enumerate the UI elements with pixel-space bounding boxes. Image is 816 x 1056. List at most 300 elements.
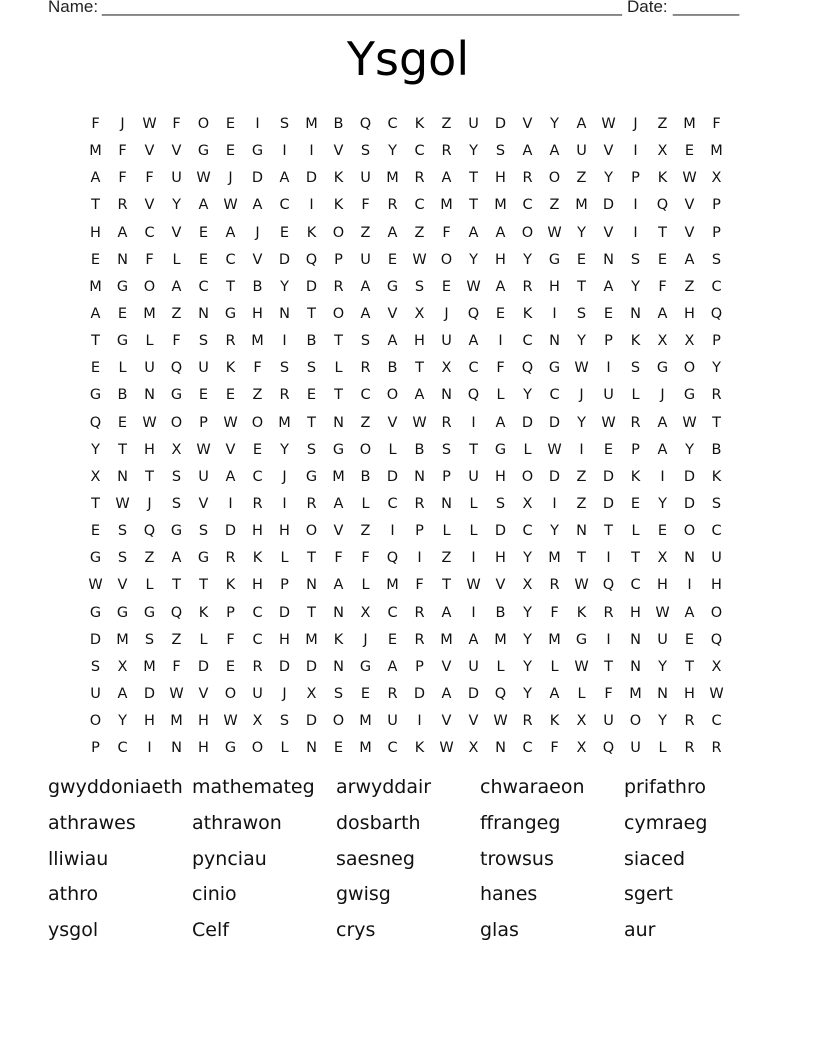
grid-letter: W — [223, 197, 238, 214]
grid-letter: S — [117, 523, 128, 540]
grid-letter: H — [495, 170, 506, 187]
grid-letter: A — [414, 387, 425, 404]
grid-row — [82, 681, 730, 708]
grid-letter: U — [198, 468, 209, 485]
grid-letter: P — [199, 414, 208, 431]
word-bank-item: arwyddair — [336, 776, 432, 798]
grid-letter: E — [198, 224, 209, 241]
grid-letter: H — [495, 468, 506, 485]
grid-letter: D — [386, 468, 399, 485]
grid-letter: D — [224, 523, 237, 540]
grid-letter: L — [469, 523, 478, 540]
grid-letter: U — [468, 116, 479, 132]
grid-letter: G — [548, 251, 561, 268]
grid-letter: P — [604, 333, 613, 350]
grid-letter: M — [494, 197, 507, 214]
grid-letter: C — [252, 604, 263, 621]
grid-letter: E — [252, 441, 263, 458]
date-field[interactable]: _______ — [673, 0, 740, 16]
grid-letter: C — [522, 523, 533, 540]
grid-letter: N — [333, 604, 344, 621]
grid-letter: W — [574, 360, 589, 377]
grid-letter: T — [307, 305, 316, 322]
grid-letter: N — [684, 550, 695, 567]
grid-letter: S — [711, 251, 722, 268]
grid-letter: W — [493, 713, 508, 730]
grid-letter: E — [333, 740, 344, 757]
grid-letter: W — [466, 577, 481, 594]
grid-letter: W — [655, 604, 670, 621]
grid-letter: I — [255, 116, 260, 132]
grid-letter: G — [683, 387, 696, 404]
grid-row — [82, 545, 730, 572]
grid-letter: G — [224, 305, 237, 322]
grid-letter: V — [684, 197, 695, 214]
word-bank-item: dosbarth — [336, 812, 421, 834]
grid-letter: O — [251, 740, 264, 757]
grid-letter: X — [90, 468, 101, 485]
grid-letter: A — [360, 305, 371, 322]
grid-letter: J — [255, 224, 260, 241]
grid-letter: F — [226, 631, 235, 648]
grid-letter: W — [196, 441, 211, 458]
word-bank-item: ffrangeg — [480, 812, 561, 834]
grid-letter: F — [118, 170, 127, 187]
grid-letter: N — [117, 251, 128, 268]
grid-letter: G — [197, 143, 210, 160]
grid-letter: Z — [252, 387, 263, 404]
grid-letter: V — [225, 441, 236, 458]
grid-letter: Z — [549, 197, 560, 214]
grid-letter: T — [442, 577, 451, 594]
grid-letter: P — [631, 441, 640, 458]
grid-letter: D — [305, 658, 318, 675]
grid-letter: X — [522, 577, 533, 594]
grid-letter: Q — [170, 360, 183, 377]
grid-letter: D — [251, 170, 264, 187]
grid-letter: Y — [523, 550, 532, 567]
grid-letter: T — [604, 658, 613, 675]
grid-letter: H — [414, 333, 425, 350]
grid-letter: O — [710, 604, 723, 621]
grid-letter: C — [387, 604, 398, 621]
grid-letter: L — [631, 523, 640, 540]
grid-letter: H — [657, 577, 668, 594]
grid-row — [82, 437, 730, 464]
word-search-grid — [82, 111, 730, 762]
grid-letter: Z — [144, 550, 155, 567]
word-bank-item: cinio — [192, 883, 237, 905]
grid-letter: S — [360, 333, 371, 350]
grid-letter: R — [117, 197, 128, 214]
grid-letter: D — [305, 713, 318, 730]
grid-letter: I — [498, 333, 503, 350]
grid-letter: R — [522, 170, 533, 187]
word-bank-item: saesneg — [336, 848, 415, 870]
grid-letter: Q — [602, 740, 615, 757]
grid-letter: Y — [118, 713, 127, 730]
grid-letter: A — [657, 441, 668, 458]
grid-letter: N — [333, 414, 344, 431]
grid-letter: Y — [280, 278, 289, 295]
grid-row — [82, 301, 730, 328]
grid-letter: V — [603, 143, 614, 160]
grid-letter: H — [630, 604, 641, 621]
grid-letter: I — [633, 224, 638, 241]
grid-letter: R — [387, 685, 398, 702]
grid-letter: C — [387, 116, 398, 132]
grid-letter: K — [414, 116, 425, 132]
grid-letter: N — [306, 740, 317, 757]
grid-letter: T — [685, 658, 694, 675]
grid-row — [82, 247, 730, 274]
grid-letter: R — [333, 278, 344, 295]
grid-letter: Q — [386, 550, 399, 567]
grid-letter: Q — [521, 360, 534, 377]
grid-letter: I — [147, 740, 152, 757]
grid-letter: T — [712, 414, 721, 431]
grid-letter: V — [684, 224, 695, 241]
grid-letter: A — [522, 143, 533, 160]
grid-letter: Y — [469, 251, 478, 268]
grid-letter: H — [252, 577, 263, 594]
grid-letter: I — [606, 550, 611, 567]
grid-letter: H — [684, 685, 695, 702]
grid-row — [82, 138, 730, 165]
grid-letter: U — [630, 740, 641, 757]
grid-letter: D — [602, 468, 615, 485]
grid-letter: E — [225, 116, 236, 132]
grid-letter: S — [306, 360, 317, 377]
grid-letter: L — [496, 387, 505, 404]
grid-letter: S — [576, 305, 587, 322]
grid-letter: T — [334, 387, 343, 404]
grid-letter: D — [548, 414, 561, 431]
grid-row — [82, 464, 730, 491]
grid-letter: U — [252, 685, 263, 702]
word-bank-item: pynciau — [192, 848, 267, 870]
grid-letter: L — [496, 658, 505, 675]
grid-letter: T — [172, 577, 181, 594]
grid-letter: C — [387, 495, 398, 512]
word-bank-item: trowsus — [480, 848, 554, 870]
grid-letter: X — [414, 305, 425, 322]
grid-letter: K — [576, 604, 587, 621]
grid-letter: U — [387, 713, 398, 730]
grid-letter: N — [549, 333, 560, 350]
grid-letter: R — [522, 713, 533, 730]
grid-letter: H — [198, 740, 209, 757]
grid-letter: A — [225, 468, 236, 485]
grid-letter: R — [414, 631, 425, 648]
grid-letter: Q — [143, 523, 156, 540]
grid-letter: E — [90, 251, 101, 268]
grid-letter: A — [684, 604, 695, 621]
grid-letter: Z — [171, 631, 182, 648]
grid-letter: N — [495, 740, 506, 757]
grid-letter: J — [660, 387, 665, 404]
grid-row — [82, 572, 730, 599]
word-bank-item: mathemateg — [192, 776, 315, 798]
grid-letter: J — [282, 468, 287, 485]
grid-letter: O — [305, 523, 318, 540]
grid-letter: K — [252, 550, 263, 567]
grid-letter: P — [712, 333, 721, 350]
grid-letter: R — [387, 197, 398, 214]
grid-letter: M — [143, 658, 156, 675]
grid-letter: T — [307, 550, 316, 567]
grid-letter: N — [630, 305, 641, 322]
grid-letter: B — [306, 333, 317, 350]
grid-letter: K — [414, 740, 425, 757]
grid-letter: K — [333, 170, 344, 187]
grid-letter: I — [471, 604, 476, 621]
grid-letter: E — [657, 523, 668, 540]
grid-letter: N — [441, 387, 452, 404]
grid-letter: W — [142, 414, 157, 431]
grid-letter: F — [118, 143, 127, 160]
grid-letter: H — [495, 550, 506, 567]
grid-letter: X — [252, 713, 263, 730]
grid-letter: E — [495, 305, 506, 322]
grid-letter: W — [412, 251, 427, 268]
grid-letter: Z — [441, 550, 452, 567]
grid-letter: W — [196, 170, 211, 187]
grid-letter: G — [170, 387, 183, 404]
grid-letter: Y — [469, 143, 478, 160]
grid-letter: T — [307, 604, 316, 621]
grid-letter: L — [172, 251, 181, 268]
grid-letter: U — [468, 658, 479, 675]
grid-letter: I — [660, 468, 665, 485]
grid-letter: A — [495, 224, 506, 241]
grid-letter: M — [89, 143, 102, 160]
grid-letter: G — [332, 441, 345, 458]
grid-letter: K — [549, 713, 560, 730]
grid-letter: X — [306, 685, 317, 702]
grid-letter: A — [495, 414, 506, 431]
grid-letter: R — [252, 495, 263, 512]
grid-letter: A — [333, 495, 344, 512]
grid-letter: O — [386, 387, 399, 404]
grid-letter: C — [144, 224, 155, 241]
grid-letter: X — [657, 333, 668, 350]
grid-letter: S — [198, 523, 209, 540]
grid-letter: F — [658, 278, 667, 295]
grid-letter: O — [548, 170, 561, 187]
grid-letter: D — [602, 495, 615, 512]
word-bank-item: cymraeg — [624, 812, 708, 834]
grid-letter: P — [712, 197, 721, 214]
grid-letter: Q — [710, 305, 723, 322]
grid-letter: K — [333, 197, 344, 214]
grid-letter: X — [522, 495, 533, 512]
grid-letter: V — [144, 197, 155, 214]
grid-letter: T — [469, 197, 478, 214]
grid-letter: B — [333, 116, 344, 132]
grid-letter: S — [333, 685, 344, 702]
grid-letter: L — [469, 495, 478, 512]
grid-letter: H — [144, 713, 155, 730]
grid-letter: E — [603, 305, 614, 322]
grid-letter: E — [306, 387, 317, 404]
grid-letter: T — [415, 360, 424, 377]
grid-letter: S — [495, 495, 506, 512]
grid-letter: S — [630, 360, 641, 377]
grid-letter: T — [226, 278, 235, 295]
grid-letter: O — [683, 523, 696, 540]
grid-letter: N — [576, 523, 587, 540]
grid-letter: G — [143, 604, 156, 621]
grid-letter: R — [630, 414, 641, 431]
grid-letter: M — [494, 631, 507, 648]
grid-letter: L — [658, 740, 667, 757]
grid-letter: A — [468, 631, 479, 648]
grid-letter: A — [333, 577, 344, 594]
grid-letter: H — [252, 523, 263, 540]
grid-letter: G — [386, 278, 399, 295]
grid-letter: Y — [550, 116, 559, 132]
grid-letter: X — [441, 360, 452, 377]
grid-letter: K — [225, 360, 236, 377]
word-bank-item: chwaraeon — [480, 776, 585, 798]
grid-letter: W — [574, 577, 589, 594]
name-label: Name: — [48, 0, 99, 16]
grid-letter: A — [576, 116, 587, 132]
grid-letter: I — [471, 414, 476, 431]
word-bank-item: glas — [480, 919, 519, 941]
grid-letter: V — [144, 143, 155, 160]
grid-letter: B — [117, 387, 128, 404]
grid-letter: X — [117, 658, 128, 675]
grid-letter: B — [252, 278, 263, 295]
grid-letter: X — [711, 658, 722, 675]
grid-letter: N — [279, 305, 290, 322]
grid-letter: C — [522, 197, 533, 214]
grid-letter: E — [90, 360, 101, 377]
grid-letter: O — [143, 278, 156, 295]
grid-letter: F — [496, 360, 505, 377]
grid-letter: D — [494, 116, 507, 132]
grid-letter: J — [147, 495, 152, 512]
grid-letter: M — [278, 414, 291, 431]
grid-letter: O — [629, 713, 642, 730]
grid-row — [82, 627, 730, 654]
grid-letter: N — [171, 740, 182, 757]
grid-letter: R — [360, 360, 371, 377]
grid-letter: A — [171, 550, 182, 567]
grid-letter: R — [441, 143, 452, 160]
grid-letter: A — [117, 224, 128, 241]
grid-letter: A — [657, 414, 668, 431]
grid-letter: N — [603, 251, 614, 268]
grid-letter: M — [386, 170, 399, 187]
grid-letter: Z — [684, 278, 695, 295]
grid-letter: Y — [523, 251, 532, 268]
grid-letter: W — [412, 414, 427, 431]
grid-letter: A — [468, 333, 479, 350]
grid-letter: I — [606, 631, 611, 648]
grid-letter: E — [387, 251, 398, 268]
grid-letter: L — [145, 577, 154, 594]
grid-letter: E — [657, 251, 668, 268]
grid-letter: V — [252, 251, 263, 268]
grid-letter: D — [548, 468, 561, 485]
grid-letter: Q — [359, 116, 372, 132]
grid-letter: A — [684, 251, 695, 268]
grid-letter: V — [603, 224, 614, 241]
grid-letter: V — [198, 495, 209, 512]
grid-letter: C — [252, 468, 263, 485]
grid-letter: C — [711, 278, 722, 295]
grid-letter: I — [633, 143, 638, 160]
word-bank-item: lliwiau — [48, 848, 109, 870]
grid-letter: E — [117, 414, 128, 431]
grid-letter: H — [279, 631, 290, 648]
grid-letter: G — [89, 550, 102, 567]
name-field[interactable]: _______________________________________________________ — [102, 0, 623, 16]
grid-letter: H — [198, 713, 209, 730]
grid-letter: K — [630, 468, 641, 485]
grid-letter: S — [414, 278, 425, 295]
grid-row — [82, 600, 730, 627]
grid-letter: R — [711, 387, 722, 404]
grid-letter: E — [684, 631, 695, 648]
grid-letter: M — [116, 631, 129, 648]
grid-letter: Q — [170, 604, 183, 621]
grid-letter: M — [305, 116, 318, 132]
grid-letter: L — [361, 577, 370, 594]
grid-letter: G — [359, 658, 372, 675]
grid-letter: T — [631, 550, 640, 567]
grid-letter: D — [413, 685, 426, 702]
grid-letter: O — [521, 468, 534, 485]
grid-letter: F — [361, 550, 370, 567]
grid-letter: L — [118, 360, 127, 377]
grid-letter: A — [468, 224, 479, 241]
grid-letter: Y — [577, 224, 586, 241]
grid-letter: V — [171, 224, 182, 241]
grid-letter: K — [198, 604, 209, 621]
grid-letter: T — [91, 495, 100, 512]
grid-letter: W — [601, 414, 616, 431]
grid-letter: M — [386, 577, 399, 594]
grid-letter: Q — [494, 685, 507, 702]
grid-letter: J — [579, 387, 584, 404]
grid-letter: S — [90, 658, 101, 675]
grid-letter: R — [603, 604, 614, 621]
grid-letter: A — [360, 278, 371, 295]
grid-letter: B — [414, 441, 425, 458]
grid-letter: F — [604, 685, 613, 702]
grid-letter: D — [683, 468, 696, 485]
grid-letter: W — [547, 441, 562, 458]
grid-letter: R — [225, 550, 236, 567]
grid-letter: K — [225, 577, 236, 594]
grid-letter: X — [468, 740, 479, 757]
grid-letter: Z — [414, 224, 425, 241]
grid-letter: J — [363, 631, 368, 648]
grid-letter: A — [117, 685, 128, 702]
grid-row — [82, 735, 730, 762]
grid-letter: U — [171, 170, 182, 187]
grid-letter: K — [711, 468, 722, 485]
word-bank-item: athrawon — [192, 812, 282, 834]
grid-letter: B — [495, 604, 506, 621]
grid-row — [82, 111, 730, 138]
grid-letter: X — [657, 550, 668, 567]
grid-letter: G — [197, 550, 210, 567]
